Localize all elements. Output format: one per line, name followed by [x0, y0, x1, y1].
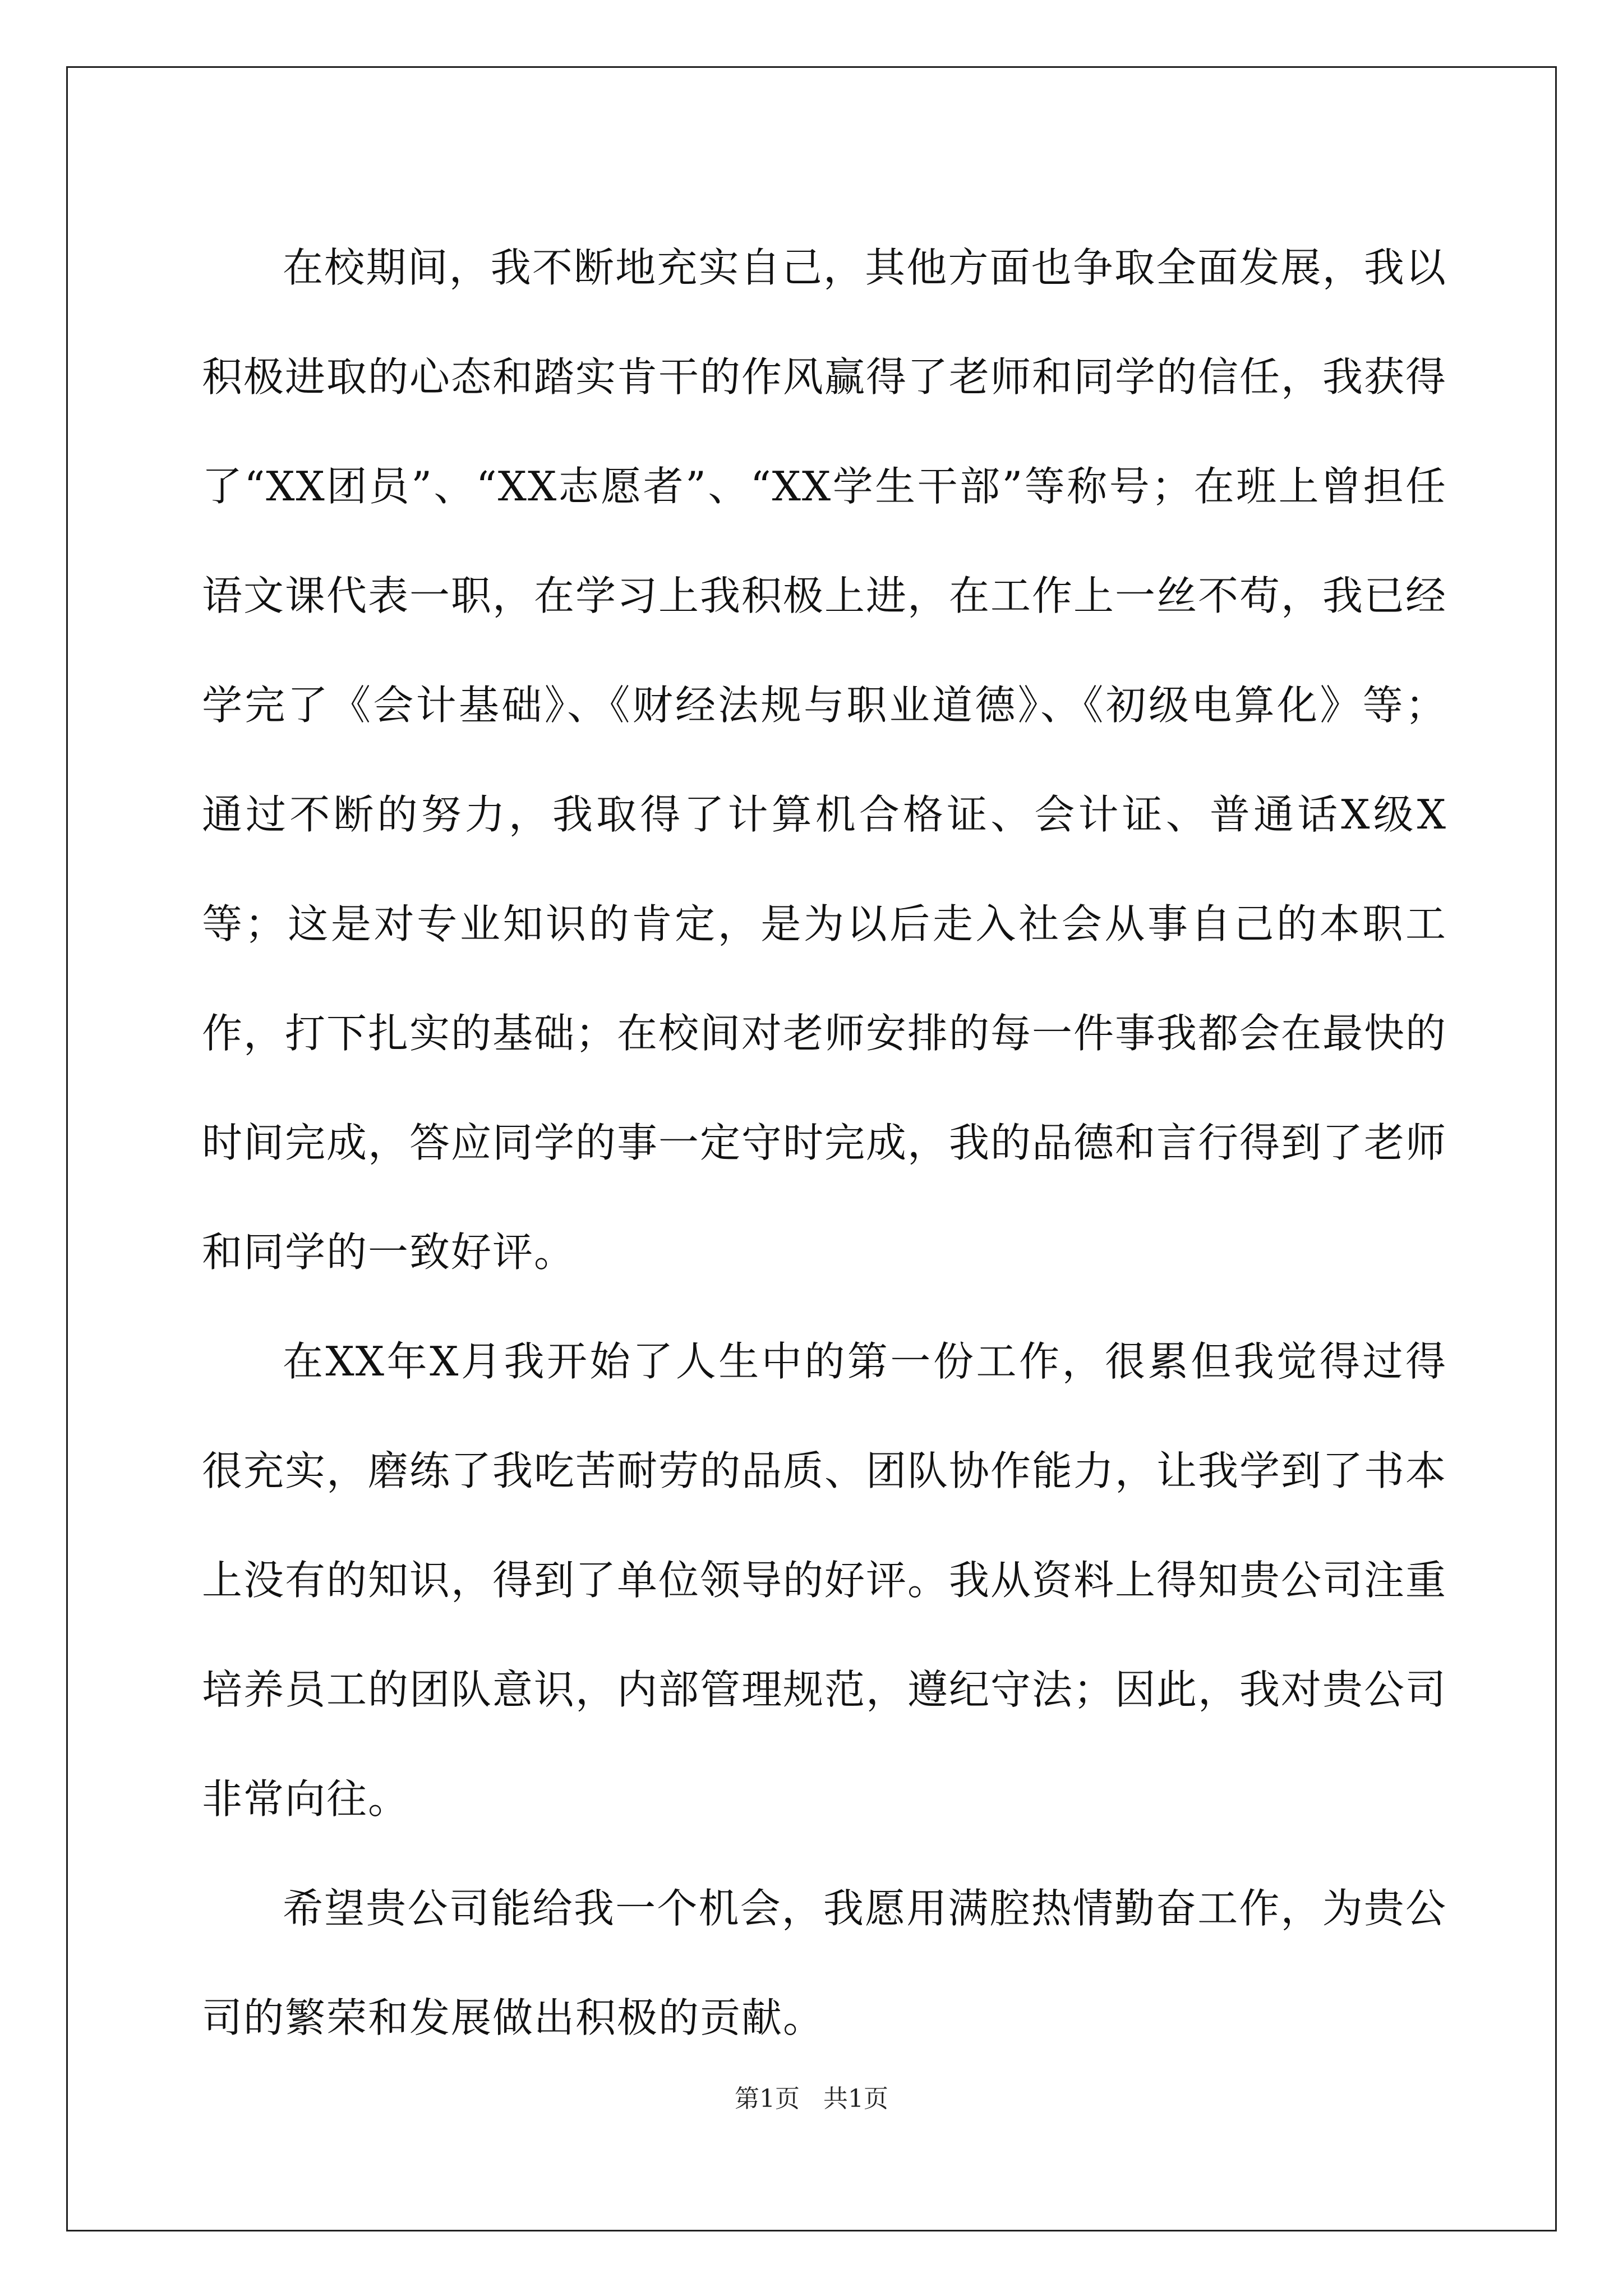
paragraph-3: 希望贵公司能给我一个机会，我愿用满腔热情勤奋工作，为贵公司的繁荣和发展做出积极的贡献。 [202, 1885, 1447, 2041]
page-footer [0, 2078, 1623, 2114]
paragraph-2: 在XX年X月我开始了人生中的第一份工作，很累但我觉得过得很充实，磨练了我吃苦耐劳的品质、团队协作能力，让我学到了书本上没有的知识，得到了单位领导的好评。我从资料上得知贵公司注重培养员工的团队意识，内部管理规范，遵纪守法；因此，我对贵公司非常向往。 [202, 1338, 1447, 1823]
page-total: 共1页 [823, 2085, 888, 2113]
document-body [202, 213, 1447, 2073]
page-number: 第1页 [735, 2085, 800, 2113]
paragraph-1: 在校期间，我不断地充实自己，其他方面也争取全面发展，我以积极进取的心态和踏实肯干的作风赢得了老师和同学的信任，我获得了“XX团员”、“XX志愿者”、“XX学生干部”等称号；在班上曾担任语文课代表一职，在学习上我积极上进，在工作上一丝不苟，我已经学完了《会计基础》、《财经法规与职业道德》、《初级电算化》等；通过不断的努力，我取得了计算机合格证、会计证、普通话X级X等；这是对专业知识的肯定，是为以后走入社会从事自己的本职工作，打下扎实的基础；在校间对老师安排的每一件事我都会在最快的时间完成，答应同学的事一定守时完成，我的品德和言行得到了老师和同学的一致好评。 [202, 244, 1447, 1276]
